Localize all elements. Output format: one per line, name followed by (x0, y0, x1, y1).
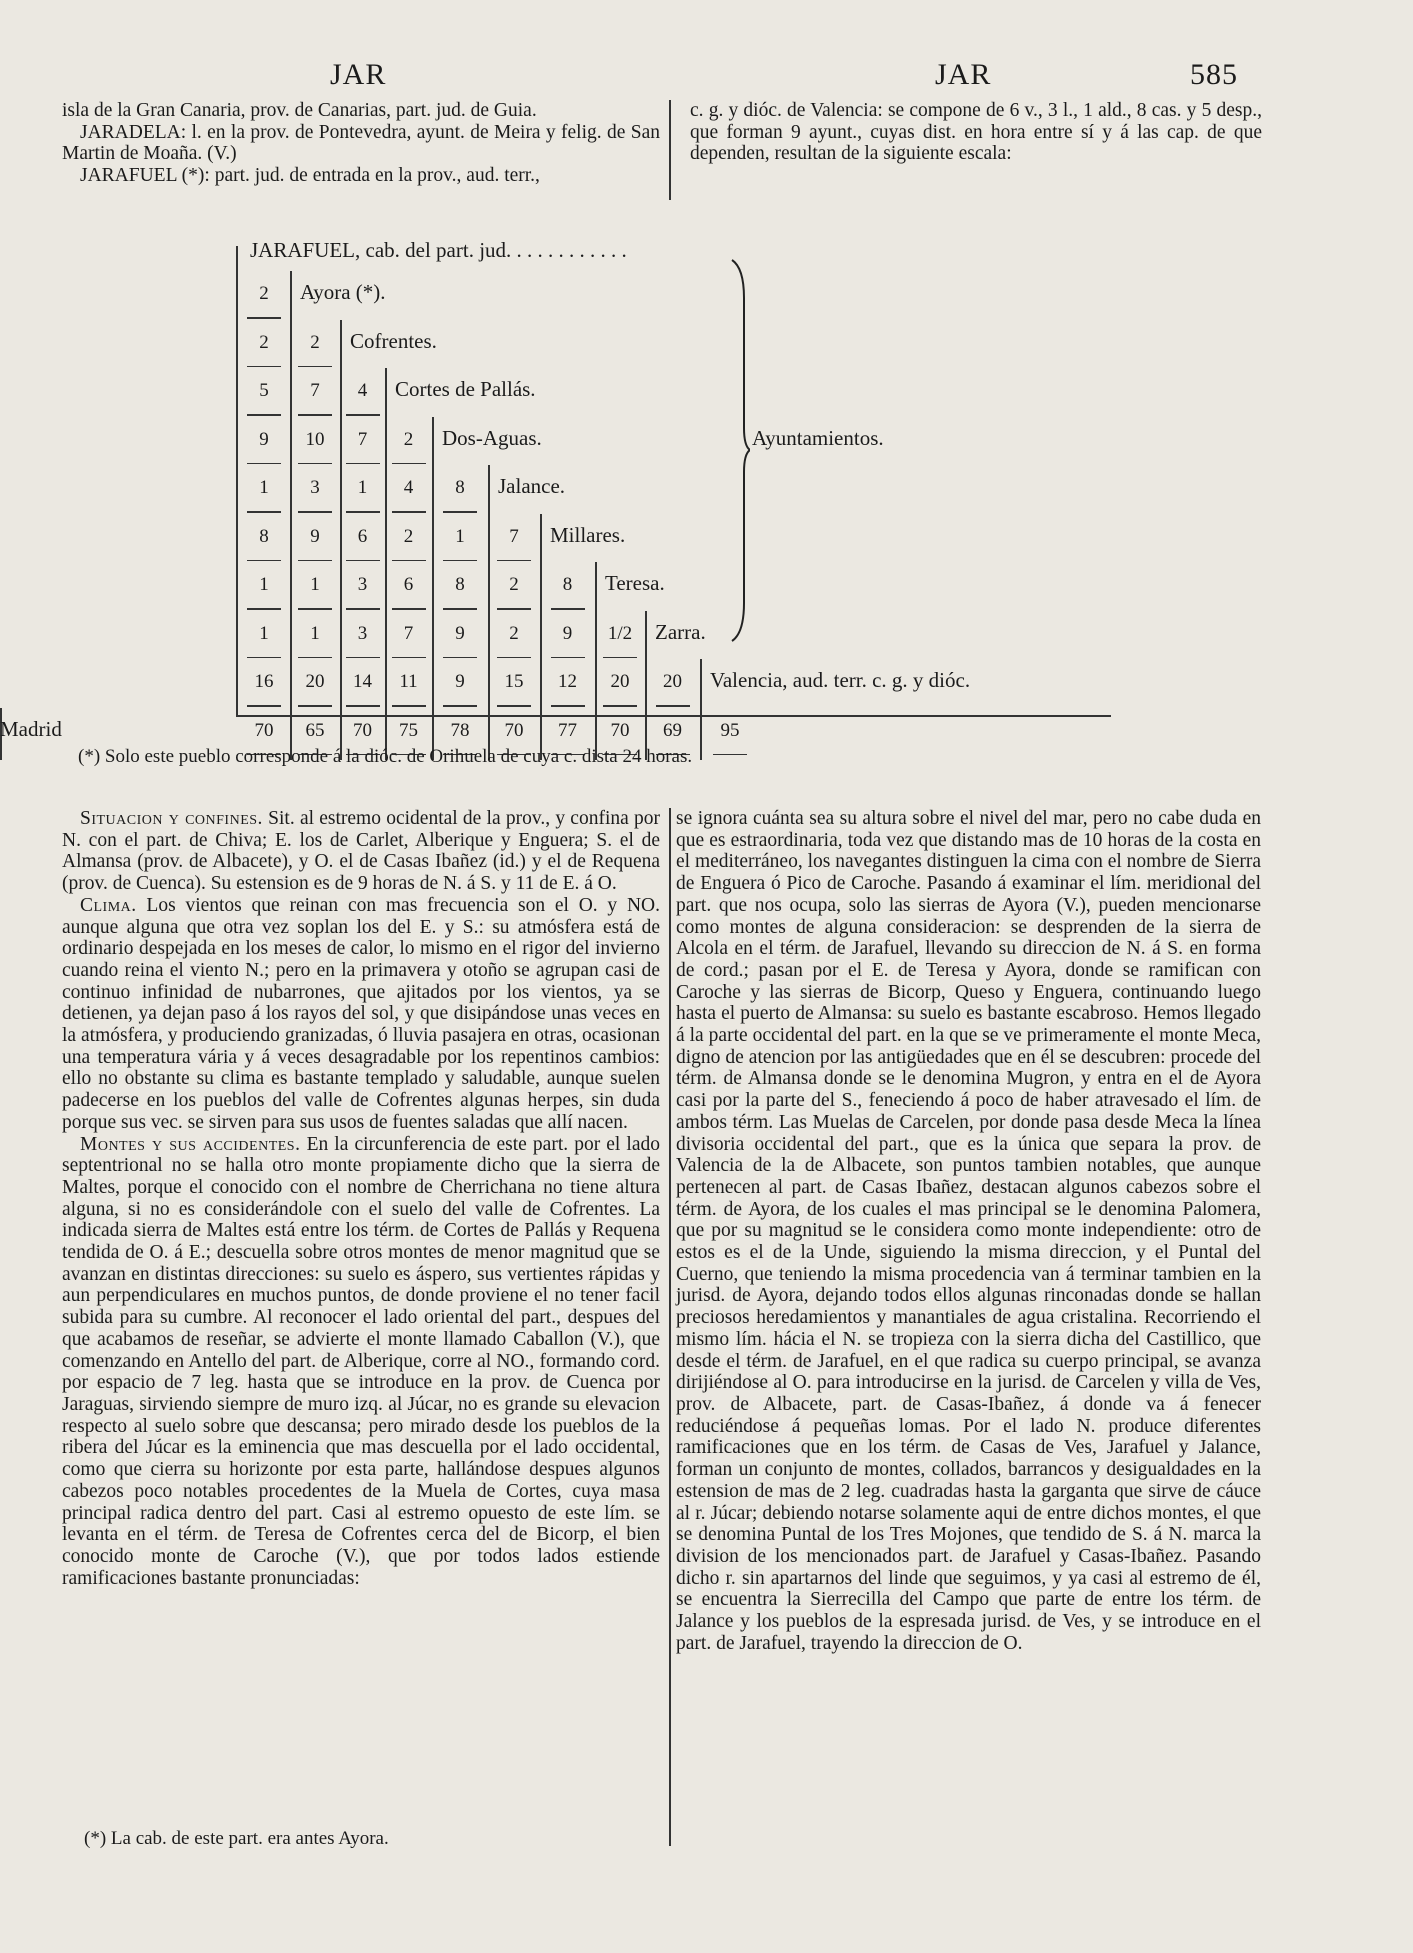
paragraph-clima: Clima. Los vientos que reinan con mas frecuencia son el O. y NO. aunque alguna que otra vez soplan los del E. y S.: su atmósfera está de ordinario despejada en los meses de calor, lo mismo en el rigor del invierno cuando reina el viento N.; pero en la primavera y otoño se agrupan casi de continuo infinidad de nubarrones, que ajitados por los vientos, ya se detienen, ya dejan paso á los rayos del sol, y que disipándose unas veces en la atmósfera, y produciendo granizadas, ó lluvia pasajera en otras, ocasionan una temperatura vária y á veces desagradable por los repentinos cambios: ello no obstante su clima es bastante templado y saludable, aunque suelen padecerse en los pueblos del valle de Cofrentes algunas herpes, sin duda porque sus vec. se sirven para sus usos de fuentes saladas que allí nacen. (62, 894, 660, 1133)
cell-rule (247, 657, 281, 659)
table-cell: 1/2 (607, 622, 633, 644)
cell-rule (603, 705, 637, 707)
column-rule-top (669, 100, 671, 200)
table-cell: 70 (353, 719, 372, 741)
table-cell: 2 (403, 428, 414, 450)
paragraph-situacion: Situacion y confines. Sit. al estremo ocidental de la prov., y confina por N. con el part. de Chiva; E. los de Carlet, Alberique y Enguera; S. el de Almansa (prov. de Albacete), y O. el de Casas Ibañez (id.) y el de Requena (prov. de Cuenca). Su estension es de 9 horas de N. á S. y 11 de E. á O. (62, 808, 660, 895)
table-left-border (236, 246, 238, 716)
table-cell: 1 (259, 477, 269, 498)
cell-rule (392, 463, 426, 465)
cell-rule (247, 608, 281, 610)
heading-montes: Montes y sus accidentes. (80, 1133, 301, 1155)
cell-rule (346, 657, 380, 659)
cell-rule (713, 754, 747, 756)
table-cell: 2 (259, 283, 269, 304)
left-column (62, 808, 660, 1589)
right-column (676, 808, 1261, 1654)
table-cell: 2 (509, 622, 519, 644)
table-cell: 69 (663, 719, 682, 741)
table-cell: 8 (562, 574, 573, 595)
cell-rule (346, 511, 380, 513)
table-place-name: Madrid (0, 716, 62, 741)
cell-rule (392, 657, 426, 659)
table-place-name: Dos-Aguas. (442, 425, 542, 450)
cell-rule (298, 608, 332, 610)
running-head-left: JAR (330, 58, 387, 91)
cell-rule (298, 657, 332, 659)
cell-rule (603, 657, 637, 659)
table-cell: 1 (259, 574, 269, 595)
table-cell: 1 (455, 525, 465, 547)
cell-rule (392, 560, 426, 562)
cell-rule (298, 414, 332, 416)
intro-line: isla de la Gran Canaria, prov. de Canarias, part. jud. de Guia. (62, 100, 537, 121)
column-divider (540, 514, 542, 761)
column-divider (385, 368, 387, 760)
column-divider (432, 417, 434, 761)
cell-rule (443, 705, 477, 707)
table-cell: 9 (455, 671, 465, 692)
table-cell: 9 (562, 622, 573, 644)
cell-rule (298, 511, 332, 513)
table-cell: 20 (663, 671, 682, 692)
cell-rule (298, 560, 332, 562)
cell-rule (346, 608, 380, 610)
column-rule (669, 808, 671, 1846)
table-cell: 65 (305, 719, 325, 741)
table-cell: 2 (509, 574, 519, 595)
column-divider (290, 271, 292, 760)
table-cell: 15 (504, 671, 524, 692)
table-cell: 95 (720, 719, 740, 741)
cell-rule (247, 463, 281, 465)
cell-rule (443, 511, 477, 513)
column-divider (340, 320, 342, 761)
cell-rule (392, 511, 426, 513)
table-cell: 75 (399, 719, 418, 741)
running-head-right: JAR (935, 58, 992, 91)
cell-rule (551, 608, 585, 610)
table-place-name: Zarra. (655, 619, 706, 644)
cell-rule (443, 657, 477, 659)
heading-clima: Clima. (80, 894, 137, 916)
table-cell: 70 (610, 719, 630, 741)
intro-left (62, 100, 660, 187)
table-place-name: Cortes de Pallás. (395, 377, 536, 401)
table-cell: 11 (399, 671, 418, 692)
table-cell: 5 (259, 380, 269, 401)
table-cell: 10 (305, 428, 325, 450)
table-cell: 2 (310, 331, 320, 353)
table-cell: 8 (455, 574, 465, 595)
table-cell: 16 (254, 671, 274, 692)
table-cell: 70 (254, 719, 274, 741)
table-cell: 7 (357, 428, 368, 450)
table-cell: 3 (357, 574, 368, 595)
table-cell: 20 (305, 671, 325, 692)
entry-jaradela: JARADELA: l. en la prov. de Pontevedra, ayunt. de Meira y felig. de San Martin de Moaña. (V.) (62, 121, 660, 165)
table-cell: 78 (450, 719, 470, 741)
table-cell: 77 (558, 719, 577, 741)
table-place-name: Millares. (550, 522, 626, 547)
cell-rule (497, 560, 531, 562)
paragraph-montes: Montes y sus accidentes. En la circunferencia de este part. por el lado septentrional no se halla otro monte propiamente dicho que la sierra de Maltes, porque el conocido con el nombre de Cherrichana no tiene altura alguna, si no es considerándole con el suelo del valle de Cofrentes. La indicada sierra de Maltes está entre los térm. de Cortes de Pallás y Requena tendida de O. á E.; descuella sobre otros montes de menor magnitud que se avanzan en distintas direcciones: su suelo es áspero, sus vertientes rápidas y aun perpendiculares en muchos puntos, de donde proviene el no tener facil subida para su cumbre. Al reconocer el lado oriental del part., despues del que acabamos de reseñar, se advierte el monte llamado Caballon (V.), que comenzando en Antello del part. de Alberique, corre al NO., formando cord. por espacio de 7 leg. hasta que se introduce en la prov. de Cuenca por Jaraguas, sirviendo siempre de muro izq. al Júcar, no es grande su elevacion respecto al suelo sobre que descansa; pero mirado desde los pueblos de la ribera del Júcar es la eminencia que mas descuella por el lado occidental, como que cierra su horizonte por esta parte, hallándose despues algunos cabezos poco notables procedentes de la Muela de Cortes, cuya masa principal radica dentro del part. Casi al estremo opuesto de este lím. se levanta en el térm. de Teresa de Cofrentes cerca del de Bicorp, el bien conocido monte de Caroche (V.), que por todos lados estiende ramificaciones bastante pronunciadas: (62, 1133, 660, 1589)
table-cell: 1 (259, 622, 269, 644)
entry-jarafuel: JARAFUEL (*): part. jud. de entrada en la prov., aud. terr., (80, 165, 540, 187)
cell-rule (298, 705, 332, 707)
table-place-name: Ayora (*). (300, 280, 386, 304)
intro-right-text: c. g. y dióc. de Valencia: se compone de 6 v., 3 l., 1 ald., 8 cas. y 5 desp., que forman 9 ayunt., cuyas dist. en hora entre sí y á las cap. de que dependen, resultan de la siguiente escala: (690, 100, 1262, 165)
table-cell: 14 (353, 671, 372, 692)
table-cell: 7 (403, 622, 414, 644)
cell-rule (346, 463, 380, 465)
cell-rule (346, 414, 380, 416)
column-divider (595, 562, 597, 760)
cell-rule (656, 705, 690, 707)
cell-rule (497, 657, 531, 659)
cell-rule (346, 705, 380, 707)
table-cell: 12 (558, 671, 577, 692)
right-column-text: se ignora cuánta sea su altura sobre el nivel del mar, pero no cabe duda en que es estraordinaria, toda vez que distando mas de 10 horas de la costa en el mediterráneo, los navegantes distinguen la cima con el nombre de Sierra de Enguera ó Pico de Caroche. Pasando á examinar el lím. meridional del part. que nos ocupa, solo las sierras de Ayora (V.), pueden mencionarse como montes de alguna consideracion: se desprenden de la sierra de Alcola en el térm. de Jarafuel, llevando su direccion de N. á S. en forma de cord.; pasan por el E. de Teresa y Ayora, donde se ramifican con Caroche y las sierras de Bicorp, Queso y Enguera, continuando luego hasta el puerto de Almansa: su suelo es bastante escabroso. Hemos llegado á la parte occidental del part. en la que se ve primeramente el monte Meca, digno de atencion por las antigüedades que en él se descubren: procede del térm. de Almansa donde se le denomina Mugron, y entra en el de Ayora casi por la parte del S., feneciendo á poco de haber atravesado el lím. de ambos térm. Las Muelas de Carcelen, por donde pasa desde Meca la línea divisoria occidental del part., que es la única que separa la prov. de Valencia de la de Albacete, son puntos tambien notables, que aunque pertenecen al part. de Casas Ibañez, destacan algunos cabezos sobre el térm. de Ayora, de los cuales el mas principal se le denomina Palomera, que por su magnitud se le considera como monte independiente: otro de estos es el de la Unde, siguiendo la misma direccion, y el Puntal del Cuerno, que teniendo la misma procedencia van á terminar tambien en la jurisd. de Ayora, dejando todos ellos algunas rinconadas donde se hallan preciosos heredamientos y manantiales de agua cristalina. Recorriendo el mismo lím. hácia el N. se tropieza con la sierra dicha del Castillico, que desde el térm. de Jarafuel, en el que radica su cuerpo principal, se avanza dirijiéndose al O. para introducirse en la jurisd. de Carcelen y villa de Ves, prov. de Albacete, part. de Casas-Ibañez, á donde va á fenecer reduciéndose á pequeñas lomas. Por el lado N. produce diferentes ramificaciones que en los térm. de Casas de Ves, Jarafuel y Jalance, forman un conjunto de montes, collados, barrancos y desigualdades en la estension de mas de 2 leg. cuadradas hasta la garganta que sirve de cáuce al r. Júcar; debiendo notarse solamente aqui de entre dichos montes, el que se denomina Puntal de los Tres Mojones, que tendido de S. á N. marca la division de los mencionados part. de Jarafuel y Casas-Ibañez. Pasando dicho r. sin apartarnos del linde que seguimos, y ya casi al estremo de él, se encuentra la Sierrecilla del Campo que parte de entre los térm. de Jalance y los pueblos de la espresada jurisd. de Ves, y se introduce en el part. de Jarafuel, trayendo la direccion de O. (676, 808, 1261, 1654)
cell-rule (247, 560, 281, 562)
table-cell: 6 (357, 525, 368, 547)
table-place-name: Teresa. (605, 571, 665, 595)
page-number: 585 (1190, 58, 1238, 91)
table-footnote: (*) Solo este pueblo corresponde á la dióc. de Orihuela de cuya c. dista 24 horas. (78, 746, 693, 767)
cell-rule (392, 608, 426, 610)
table-cell: 8 (259, 525, 269, 547)
table-cell: 7 (509, 525, 519, 547)
cell-rule (551, 705, 585, 707)
cell-rule (497, 705, 531, 707)
heading-situacion: Situacion y confines. (80, 808, 263, 829)
table-cell: 9 (455, 622, 465, 644)
intro-right (690, 100, 1262, 165)
cell-rule (247, 366, 281, 368)
table-cell: 1 (310, 574, 320, 595)
cell-rule (298, 366, 332, 368)
table-cell: 6 (403, 574, 414, 595)
column-divider (700, 659, 702, 760)
cell-rule (247, 414, 281, 416)
table-cell: 9 (310, 525, 320, 547)
cell-rule (551, 657, 585, 659)
table-cell: 3 (357, 622, 368, 644)
cell-rule (247, 705, 281, 707)
cell-rule (346, 560, 380, 562)
table-place-name: Jalance. (498, 474, 566, 498)
table-cell: 8 (455, 477, 465, 498)
table-cell: 70 (504, 719, 524, 741)
column-divider (645, 611, 647, 761)
table-cell: 2 (403, 525, 414, 547)
cell-rule (497, 608, 531, 610)
table-cell: 9 (259, 428, 269, 450)
table-place-name: Valencia, aud. terr. c. g. y dióc. (710, 668, 971, 692)
cell-rule (298, 463, 332, 465)
table-bottom-rule (236, 715, 1111, 717)
brace (730, 258, 750, 643)
cell-rule (443, 560, 477, 562)
table-cell: 7 (310, 380, 320, 401)
table-cell: 1 (310, 622, 320, 644)
table-cell: 4 (403, 477, 414, 498)
table-place-name: Cofrentes. (350, 328, 437, 353)
cell-rule (247, 317, 281, 319)
table-cell: 20 (610, 671, 630, 692)
table-cell: 4 (357, 380, 368, 401)
cell-rule (392, 705, 426, 707)
cell-rule (443, 608, 477, 610)
brace-label: Ayuntamientos. (752, 426, 884, 450)
page-footnote: (*) La cab. de este part. era antes Ayora. (84, 1828, 389, 1849)
table-cell: 2 (259, 331, 269, 353)
table-head-line: JARAFUEL, cab. del part. jud. . . . . . . . . . . . (250, 238, 627, 262)
table-cell: 1 (357, 477, 368, 498)
table-cell: 3 (310, 477, 320, 498)
cell-rule (247, 511, 281, 513)
